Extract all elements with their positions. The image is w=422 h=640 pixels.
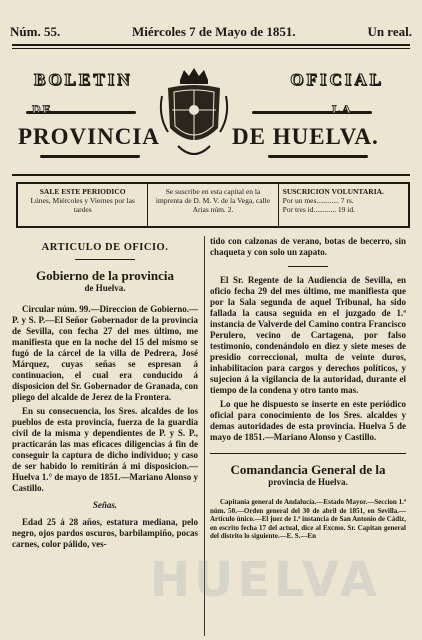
masthead-provincia: PROVINCIA [18, 124, 160, 149]
watermark-huelva: HUELVA [150, 552, 381, 608]
publication-days-text: Lúnes, Miércoles y Viernes por las tardes [30, 196, 135, 214]
masthead-oficial: OFICIAL [290, 70, 384, 89]
masthead-de: DE [32, 102, 53, 116]
section-subtitle-gobierno: de Huelva. [84, 283, 126, 293]
insertion-paragraph: Lo que he dispuesto se inserte en este periódico oficial para conocimiento de los Sres. alcaldes y demas autoridades de esta provincia. Huelva 5 de mayo de 1851.—Mariano Alonso y Castillo. [210, 399, 406, 442]
section-separator-rule [210, 453, 406, 454]
audiencia-paragraph: El Sr. Regente de la Audiencia de Sevilla, en oficio fecha 29 del mes último, me manifiesta que por la Sala segunda de aquel Tribunal, ha sido fallada la causa seguida en el juzgado de 1.ª instancia de Valverde del Camino contra Francisco Perulero, vecino de Cartagena, por falso testimonio, condenándolo en diez y siete meses de presidio correccional, multa de veinte duros, inhabilitacion para cargos y derechos políticos, y sujecion á la vigilancia de la autoridad, durante el tiempo de la condena y otro tanto mas. [210, 275, 406, 395]
royal-crest-icon [158, 66, 230, 166]
subscription-place [148, 184, 278, 226]
masthead-flourish-bottom-right [268, 155, 368, 158]
masthead-de-huelva: DE HUELVA. [232, 124, 379, 149]
senas-heading: Señas. [92, 500, 118, 510]
article-head-rule [75, 259, 135, 260]
masthead-boletin: BOLETIN [34, 70, 133, 89]
section-subtitle-comandancia: provincia de Huelva. [268, 477, 348, 487]
description-paragraph: Edad 25 á 28 años, estatura mediana, pelo negro, ojos pardos oscuros, barbilampiño, pocas carnes, color pálido, ves- [12, 517, 198, 549]
publication-days [18, 184, 148, 226]
separator-rule [288, 266, 328, 267]
issue-price: Un real. [367, 24, 412, 39]
price-three-months: Por tres id............ 19 id. [282, 205, 355, 214]
issue-number: Núm. 55. [10, 24, 61, 39]
masthead-rule [12, 174, 410, 176]
subscription-prices-title: SUSCRICION VOLUNTARIA. [282, 187, 384, 196]
publication-days-title: SALE ESTE PERIODICO [39, 187, 126, 196]
article-head: ARTICULO DE OFICIO. [41, 242, 169, 253]
section-title-gobierno: Gobierno de la provincia [35, 268, 175, 283]
masthead-flourish-bottom-left [40, 155, 140, 158]
issue-date: Miércoles 7 de Mayo de 1851. [131, 24, 296, 39]
section-title-comandancia: Comandancia General de la [230, 462, 386, 477]
subscription-prices [279, 184, 408, 226]
header-rule-thin [12, 48, 410, 49]
description-continued: tido con calzonas de verano, botas de becerro, sin chaqueta y con solo un zapato. [210, 236, 406, 257]
issue-header [10, 24, 412, 40]
circular-paragraph: Circular núm. 99.—Direccion de Gobierno.—P. y S. P.—El Señor Gobernador de la provincia de Sevilla, con fecha 27 del mes último, me manifiesta que en la noche del 15 del mismo se fugó de la cárcel de la villa de Pedrera, José Márquez, cuyas señas se espresan á continuacion, el cual era conducido á disposicion del Sr. Gobernador de Granada, con pliego del alcalde de Jerez de la Frontera. [12, 304, 198, 402]
capitania-paragraph: Capitanía general de Andalucía.—Estado Mayor.—Seccion 1.ª núm. 50.—Orden general del 30 de abril de 1851, en Sevilla.—Artículo único.—El juez de 1.ª instancia de San Antonio de Cádiz, en escrito fecha 17 del actual, dice al Excmo. Sr. Capitan general del distrito lo siguiente.—E. S.—En [210, 498, 406, 540]
price-one-month: Por un mes............ 7 rs. [282, 196, 354, 205]
header-rule [12, 44, 410, 46]
consequence-paragraph: En su consecuencia, los Sres. alcaldes de los pueblos de esta provincia, fuerza de la guardia civil de la misma y dependientes de P. y S. P., practicarán las mas eficaces diligencias á fin de conseguir la captura de dicho individuo; y caso de ser habido lo remitirán á mi disposicion.—Huelva 1.° de mayo de 1851.—Mariano Alonso y Castillo. [12, 406, 198, 493]
subscription-place-text: Se suscribe en esta capital en la imprenta de D. M. V. de la Vega, calle Arias núm. 2. [155, 187, 271, 214]
left-column [12, 236, 198, 553]
subscription-info-box [16, 182, 410, 228]
masthead-flourish-right [252, 111, 372, 114]
masthead-la: LA [332, 102, 353, 116]
right-column [210, 236, 406, 544]
